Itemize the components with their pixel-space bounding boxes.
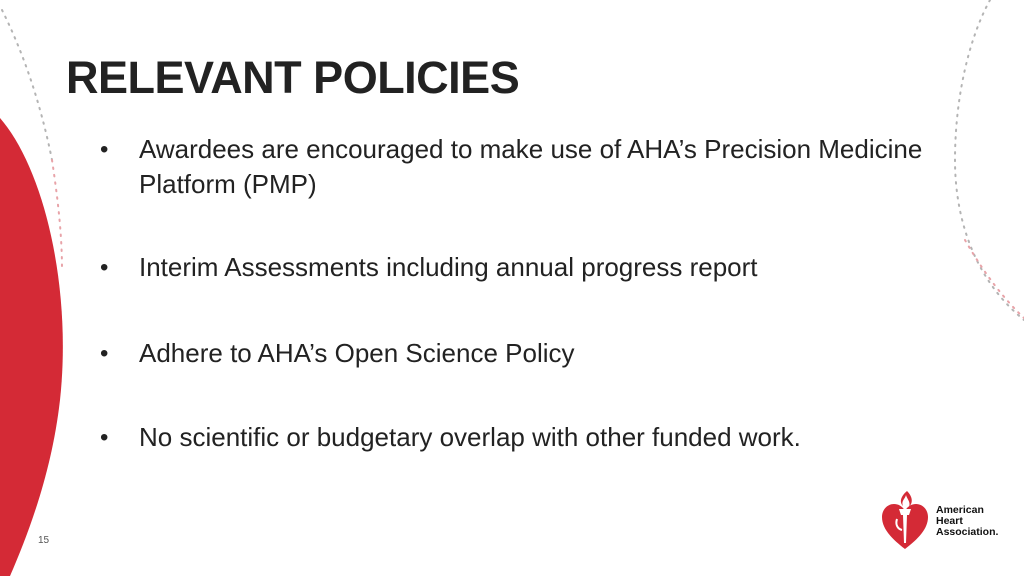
bullet-symbol: • — [100, 136, 109, 163]
slide-number: 15 — [38, 535, 50, 546]
bullet-item — [100, 250, 940, 285]
bullet-text: Interim Assessments including annual progress report — [139, 252, 758, 282]
bullet-symbol: • — [100, 254, 109, 281]
aha-heart-torch-icon — [880, 489, 930, 553]
bullet-item — [100, 420, 940, 455]
aha-logo — [880, 488, 1010, 554]
logo-line: Association. — [936, 525, 999, 538]
red-arc-shape — [0, 118, 63, 576]
bullet-symbol: • — [100, 340, 109, 367]
slide-title: RELEVANT POLICIES — [66, 52, 520, 103]
bullet-symbol: • — [100, 424, 109, 451]
aha-logo-text — [936, 505, 998, 538]
logo-line: American — [936, 503, 984, 516]
right-dotted-arc-pink — [965, 240, 1024, 318]
bullet-item — [100, 336, 940, 371]
bullet-item — [100, 132, 940, 202]
bullet-text: Adhere to AHA’s Open Science Policy — [139, 338, 575, 368]
bullet-text: Awardees are encouraged to make use of AHA’s Precision Medicine Platform (PMP) — [139, 134, 923, 199]
right-dotted-arc — [955, 0, 1024, 320]
bullet-text: No scientific or budgetary overlap with other funded work. — [139, 422, 801, 452]
logo-line: Heart — [936, 514, 963, 527]
